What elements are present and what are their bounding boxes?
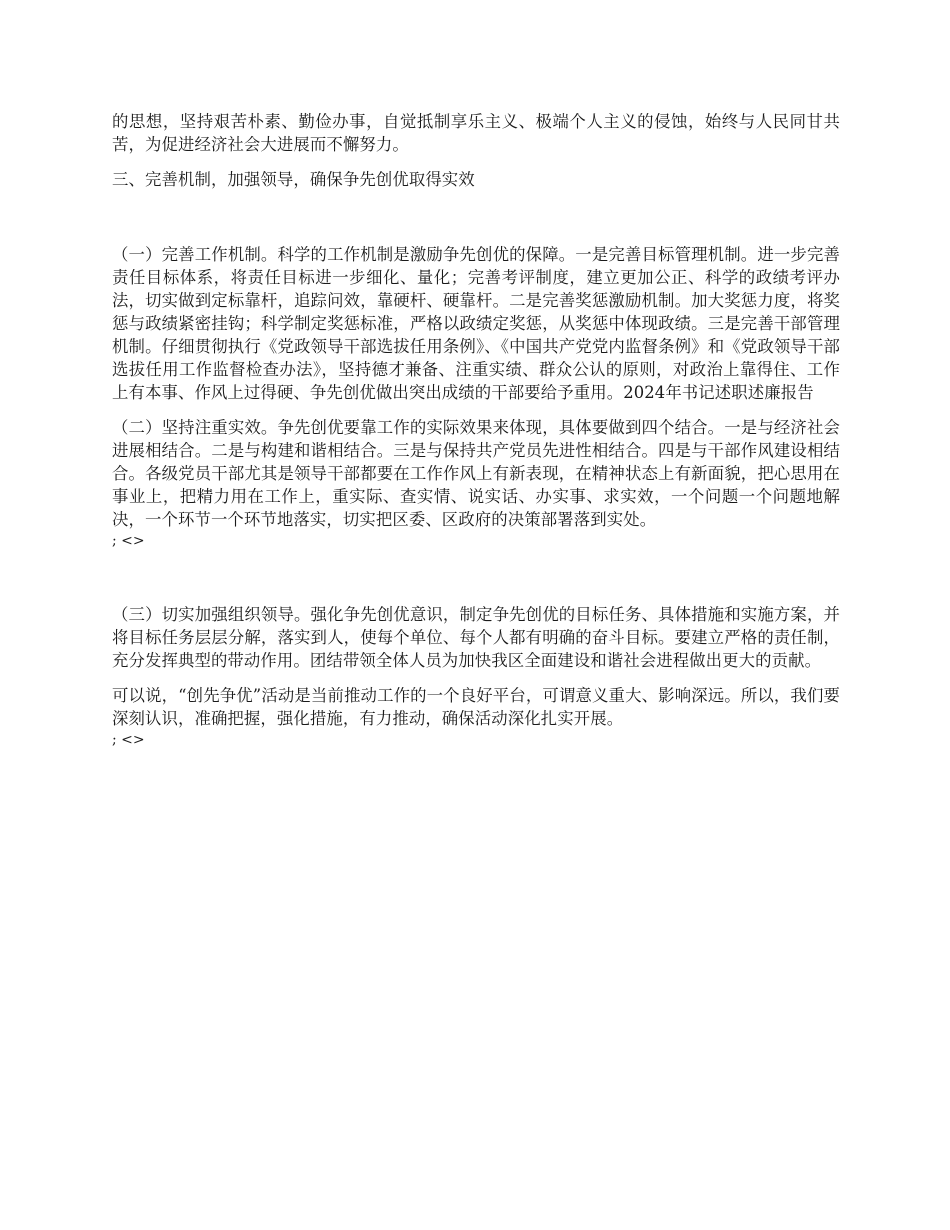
paragraph-intro: 的思想，坚持艰苦朴素、勤俭办事，自觉抵制享乐主义、极端个人主义的侵蚀，始终与人民同甘共苦，为促进经济社会大进展而不懈努力。 (112, 112, 840, 154)
document-body (112, 110, 840, 750)
paragraph-work-mechanism: （一）完善工作机制。科学的工作机制是激励争先创优的保障。一是完善目标管理机制。进一步完善责任目标体系，将责任目标进一步细化、量化；完善考评制度，建立更加公正、科学的政绩考评办法，切实做到定标靠杆，追踪问效，靠硬杆、硬靠杆。二是完善奖惩激励机制。加大奖惩力度，将奖惩与政绩紧密挂钩；科学制定奖惩标准，严格以政绩定奖惩，从奖惩中体现政绩。三是完善干部管理机制。仔细贯彻执行《党政领导干部选拔任用条例》、《中国共产党党内监督条例》和《党政领导干部选拔任用工作监督检查办法》，坚持德才兼备、注重实绩、群众公认的原则，对政治上靠得住、工作上有本事、作风上过得硬、争先创优做出突出成绩的干部要给予重用。2024年书记述职述廉报告 (112, 245, 840, 402)
page-marker: ; <> (112, 533, 145, 549)
paragraph-conclusion: 可以说，“创先争优”活动是当前推动工作的一个良好平台，可谓意义重大、影响深远。所以，我们要深刻认识，准确把握，强化措施，有力推动，确保活动深化扎实开展。 (112, 686, 840, 728)
paragraph-practical-effect: （二）坚持注重实效。争先创优要靠工作的实际效果来体现，具体要做到四个结合。一是与经济社会进展相结合。二是与构建和谐相结合。三是与保持共产党员先进性相结合。四是与干部作风建设相结合。各级党员干部尤其是领导干部都要在工作作风上有新表现，在精神状态上有新面貌，把心思用在事业上，把精力用在工作上，重实际、查实情、说实话、办实事、求实效，一个问题一个问题地解决，一个环节一个环节地落实，切实把区委、区政府的决策部署落到实处。 (112, 418, 840, 529)
paragraph-organization-leadership: （三）切实加强组织领导。强化争先创优意识，制定争先创优的目标任务、具体措施和实施方案，并将目标任务层层分解，落实到人，使每个单位、每个人都有明确的奋斗目标。要建立严格的责任制，充分发挥典型的带动作用。团结带领全体人员为加快我区全面建设和谐社会进程做出更大的贡献。 (112, 605, 840, 670)
section-heading: 三、完善机制，加强领导，确保争先创优取得实效 (112, 170, 475, 189)
page-marker-end: ; <> (112, 732, 145, 748)
